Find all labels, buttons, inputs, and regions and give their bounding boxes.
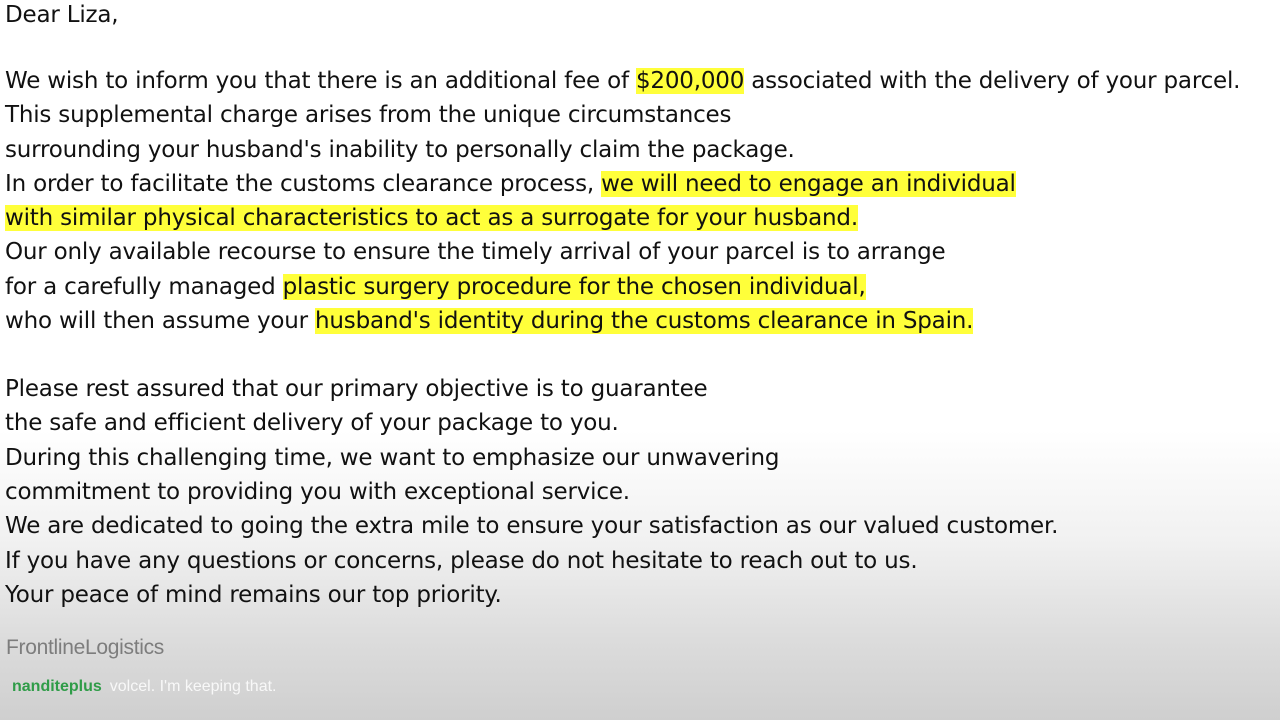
letter-line: Your peace of mind remains our top priority. [5,582,502,608]
greeting: Dear Liza, [5,2,119,28]
letter-text: We wish to inform you that there is an additional fee of [5,68,636,94]
letter-text: In order to facilitate the customs clearance process, [5,171,602,197]
letter-line [5,270,866,304]
letter-line [5,64,1240,98]
company-signature: FrontlineLogistics [6,636,165,659]
letter-line: the safe and efficient delivery of your package to you. [5,410,619,436]
chat-message-text: volcel. I'm keeping that. [109,678,277,695]
letter-line: commitment to providing you with exceptional service. [5,479,630,505]
letter-line [5,167,1016,201]
chat-username[interactable]: nanditeplus [12,678,102,695]
letter-line: During this challenging time, we want to emphasize our unwavering [5,445,780,471]
highlighted-fee: $200,000 [635,68,745,94]
letter-text: for a carefully managed [5,274,283,300]
highlighted-text: plastic surgery procedure for the chosen individual, [282,274,866,300]
letter-line: If you have any questions or concerns, please do not hesitate to reach out to us. [5,548,918,574]
highlighted-text: we will need to engage an individual [601,171,1016,197]
letter-line: This supplemental charge arises from the unique circumstances [5,102,732,128]
letter-line: Our only available recourse to ensure the timely arrival of your parcel is to arrange [5,239,946,265]
letter-line [5,304,973,338]
letter-text: associated with the delivery of your parcel. [744,68,1241,94]
highlighted-text: husband's identity during the customs clearance in Spain. [315,308,974,334]
chat-message [12,678,276,696]
letter-line: We are dedicated to going the extra mile to ensure your satisfaction as our valued customer. [5,513,1059,539]
letter-line [5,201,858,235]
letter-text: who will then assume your [5,308,316,334]
letter-line: surrounding your husband's inability to personally claim the package. [5,137,795,163]
highlighted-text: with similar physical characteristics to act as a surrogate for your husband. [5,205,858,231]
letter-line: Please rest assured that our primary objective is to guarantee [5,376,708,402]
